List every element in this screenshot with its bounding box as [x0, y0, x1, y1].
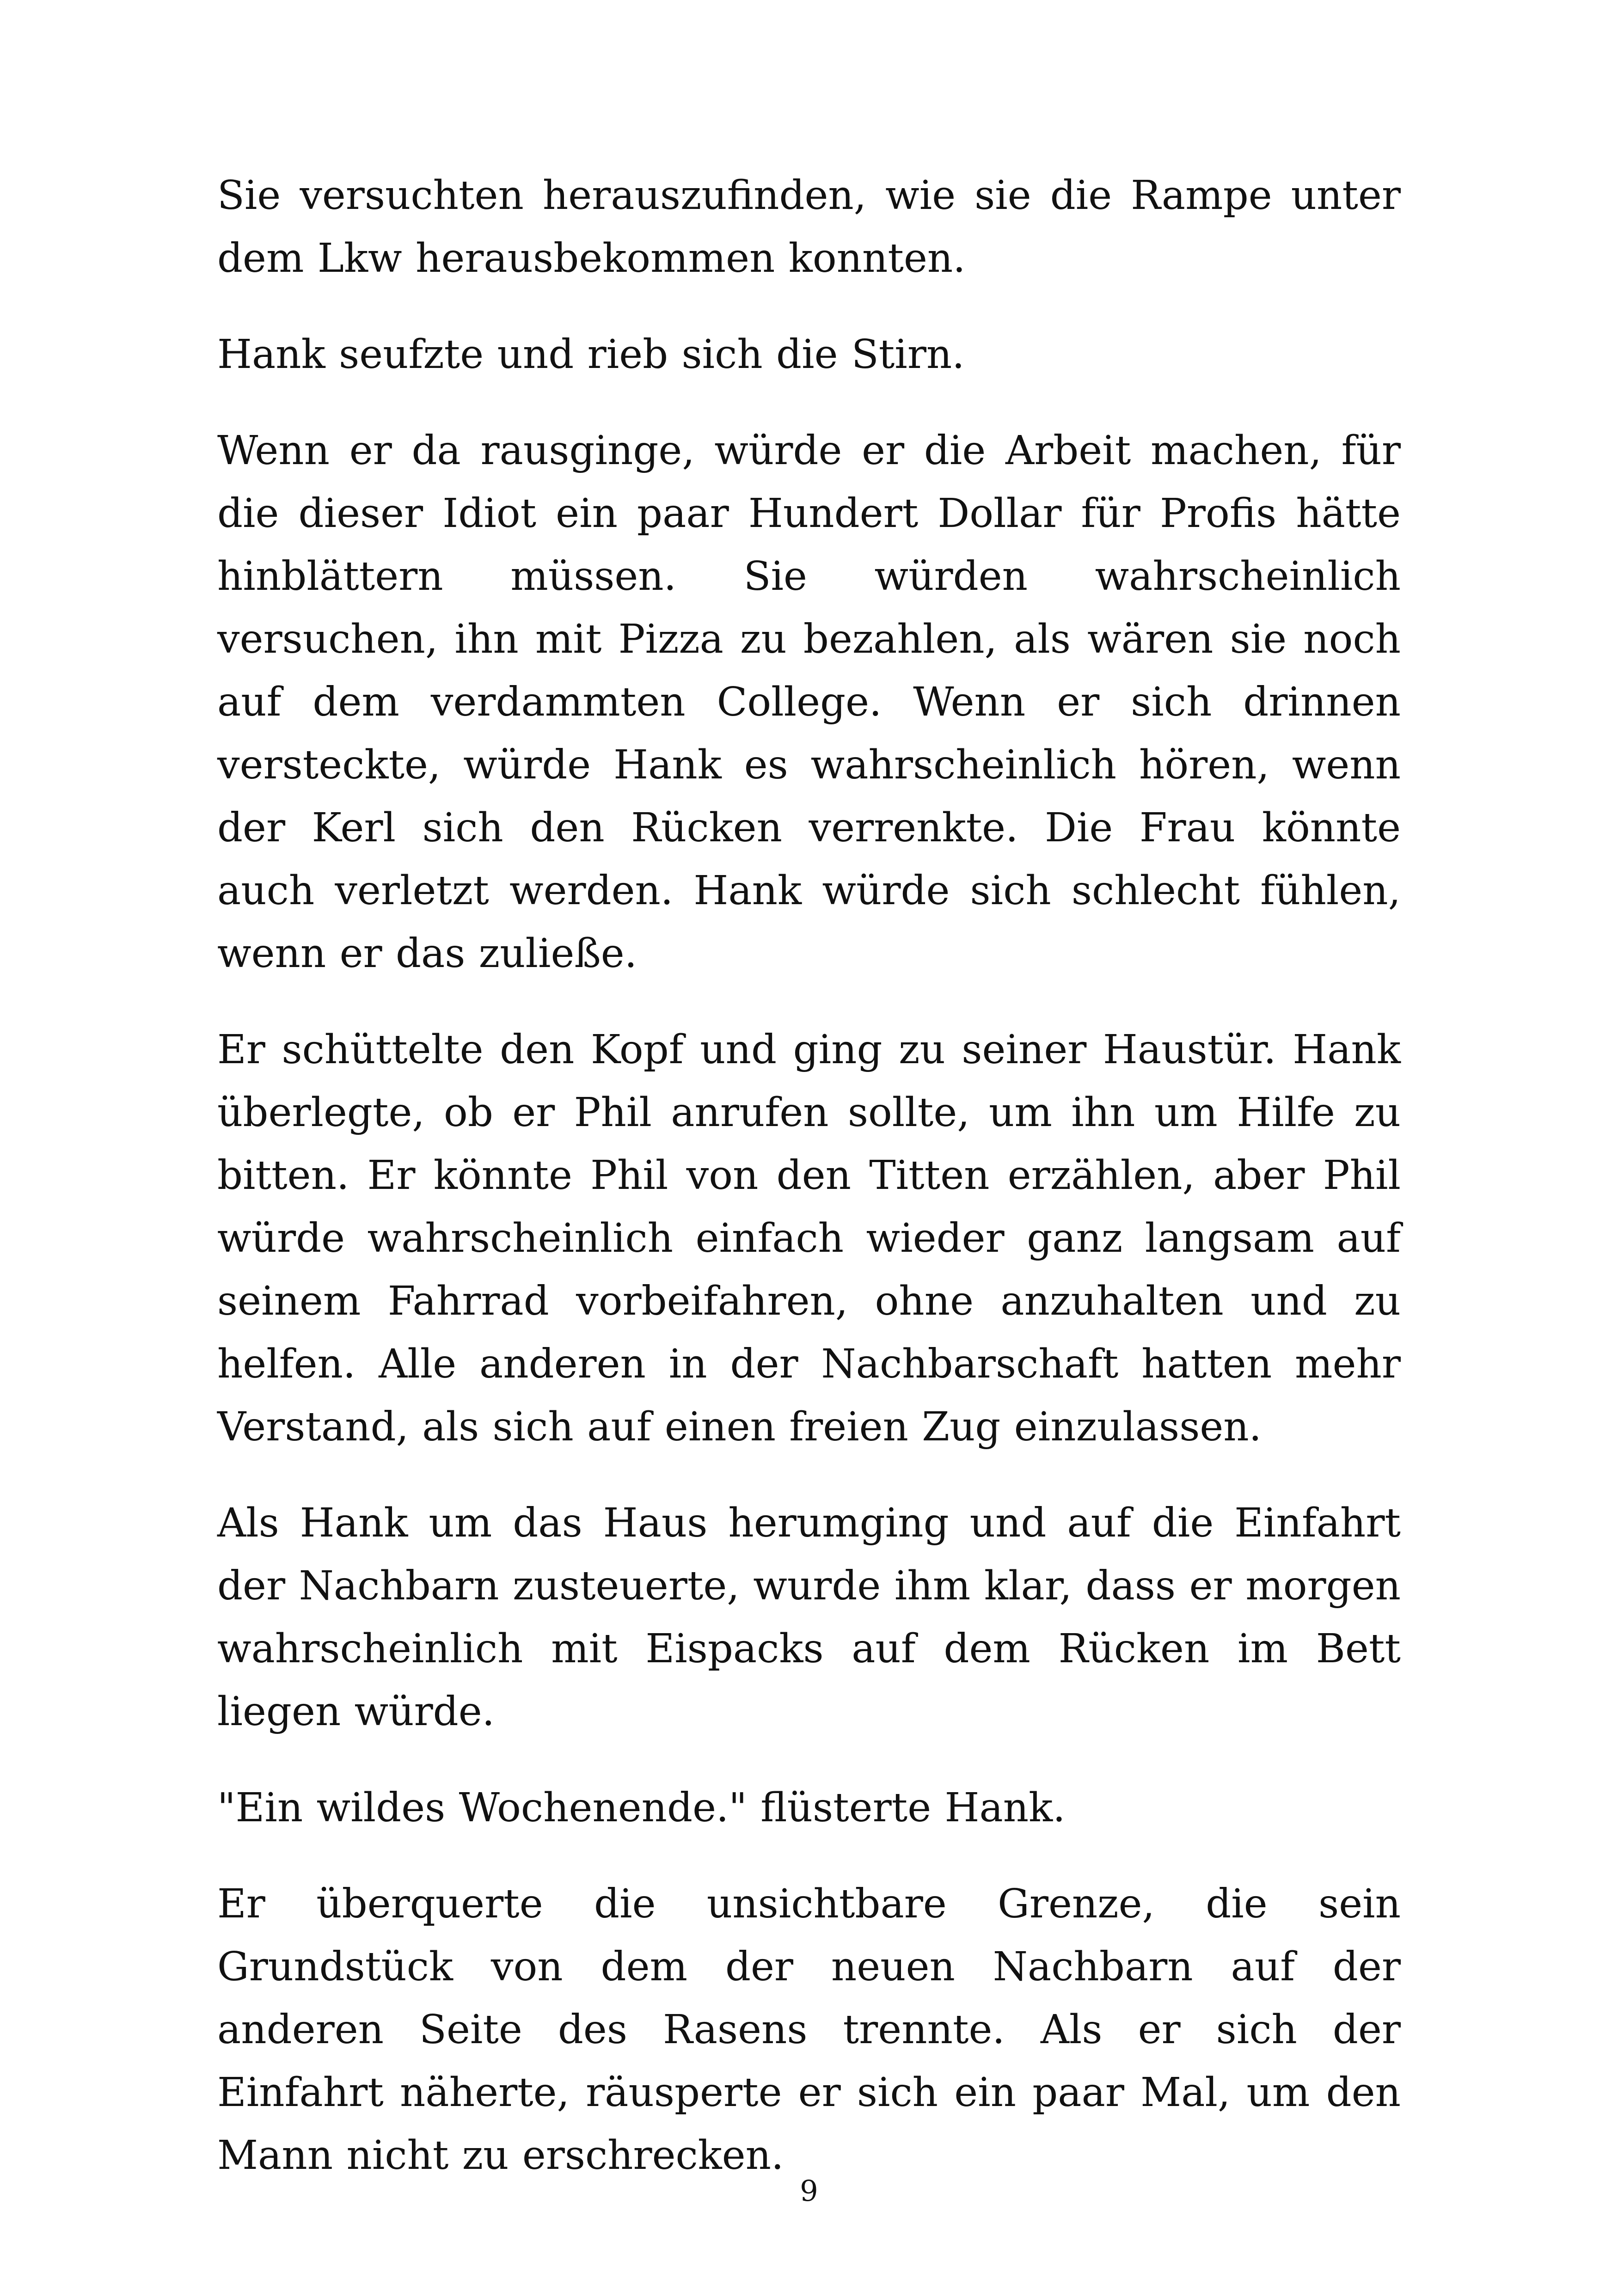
- paragraph-4: Er schüttelte den Kopf und ging zu seiner Haustür. Hank überlegte, ob er Phil anrufen sollte, um ihn um Hilfe zu bitten. Er könnte Phil von den Titten erzählen, aber Phil würde wahrscheinlich einfach wieder ganz langsam auf seinem Fahrrad vorbeifahren, ohne anzuhalten und zu helfen. Alle anderen in der Nachbarschaft hatten mehr Verstand, als sich auf einen freien Zug einzulassen.: [217, 1027, 1401, 1450]
- paragraph-1: Sie versuchten herauszufinden, wie sie die Rampe unter dem Lkw herausbekommen konnten.: [217, 172, 1401, 282]
- page-number: 9: [800, 2174, 818, 2208]
- paragraph-5: Als Hank um das Haus herumging und auf die Einfahrt der Nachbarn zusteuerte, wurde ihm klar, dass er morgen wahrscheinlich mit Eispacks auf dem Rücken im Bett liegen würde.: [217, 1500, 1401, 1735]
- paragraph-7: Er überquerte die unsichtbare Grenze, die sein Grundstück von dem der neuen Nachbarn auf der anderen Seite des Rasens trennte. Als er sich der Einfahrt näherte, räusperte er sich ein paar Mal, um den Mann nicht zu erschrecken.: [217, 1881, 1401, 2179]
- text-body: [217, 164, 1401, 2187]
- paragraph-3: Wenn er da rausginge, würde er die Arbeit machen, für die dieser Idiot ein paar Hundert Dollar für Profis hätte hinblättern müssen. Sie würden wahrscheinlich versuchen, ihn mit Pizza zu bezahlen, als wären sie noch auf dem verdammten College. Wenn er sich drinnen versteckte, würde Hank es wahrscheinlich hören, wenn der Kerl sich den Rücken verrenkte. Die Frau könnte auch verletzt werden. Hank würde sich schlecht fühlen, wenn er das zuließe.: [217, 428, 1401, 977]
- paragraph-2: Hank seufzte und rieb sich die Stirn.: [217, 331, 965, 378]
- paragraph-6: "Ein wildes Wochenende." flüsterte Hank.: [217, 1785, 1066, 1831]
